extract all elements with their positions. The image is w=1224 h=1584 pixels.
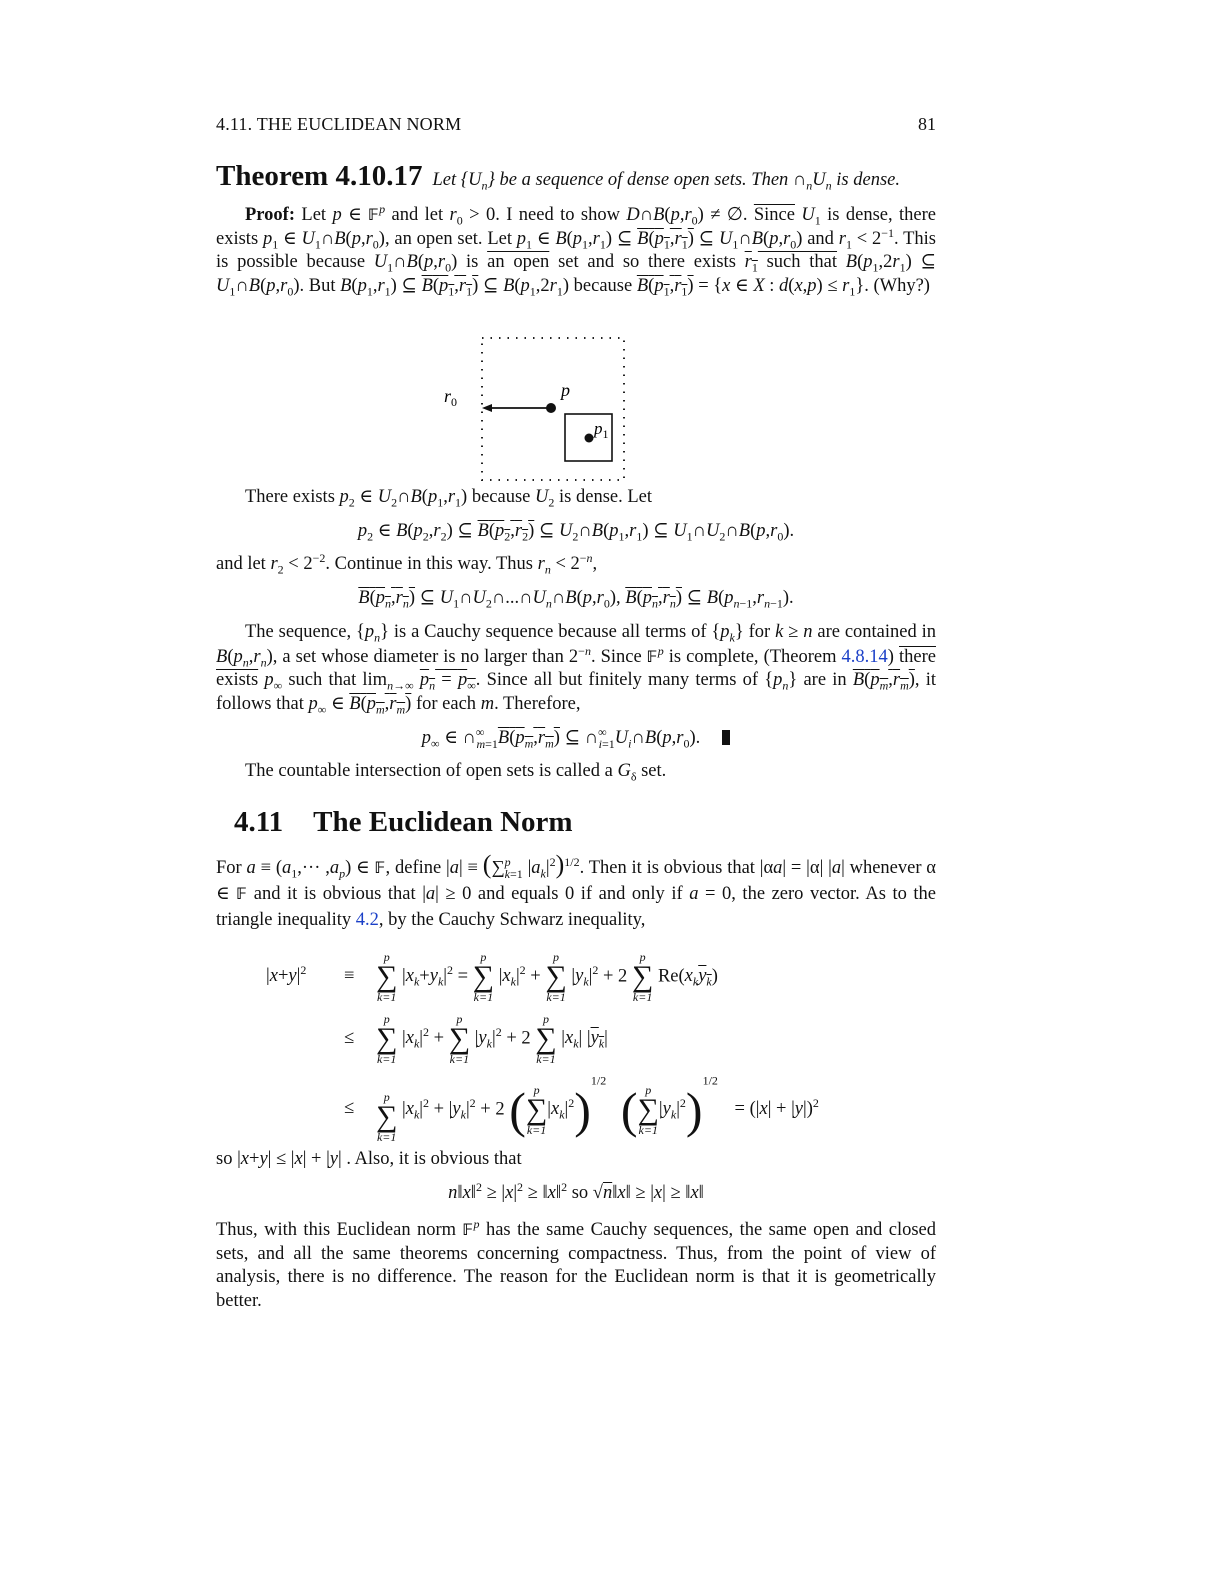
equation-conclusion: $p_\infty$ ∈ $\cap^\infty_{m=1}B(p_m,r_m)$ ⊆ $\cap^\infty_{i=1}U_i\cap B(p,r_0)$. (216, 727, 936, 749)
theorem (216, 160, 936, 193)
figure-label-p: p (561, 380, 570, 400)
figure-point-p (546, 403, 556, 413)
proof-paragraph: Proof: Let p ∈ 𝔽$^p$ and let $r_0 > 0$. I need to show $D\cap B(p,r_0)$ ≠ ∅. Since $U_1$ is dense, there exists $p_1$ ∈ $U_1\cap B(p,r_0)$, an open set. Let $p_1$ ∈ $B(p_1,r_1)$ ⊆ $B(p_1,r_1)$ ⊆ $U_1\cap B(p,r_0)$ and $r_1 < 2^{-1}$. This is possible because $U_1\cap B(p,r_0)$ is an open set and so there exists $r_1$ such that $B(p_1,2r_1)$ ⊆ $U_1\cap B(p,r_0)$. But $B(p_1,r_1)$ ⊆ $B(p_1,r_1)$ ⊆ $B(p_1,2r_1)$ because $B(p_1,r_1) = \{x$ ∈ X : $d(x,p) \le r_1$}. (Why?) (216, 201, 937, 299)
closing-paragraph: Thus, with this Euclidean norm 𝔽$^p$ has the same Cauchy sequences, the same open and closed sets, and all the same theorems concerning compactness. Thus, from the point of view of analysis, there is no difference. The reason for the Euclidean norm is that it is geometrically better. (216, 1216, 936, 1311)
norm-equivalence-equation: n‖x‖$^2$ ≥ $|x|^2$ ≥ ‖x‖$^2$ so √n‖x‖ ≥ |x| ≥ ‖x‖ (448, 1179, 704, 1203)
figure-label-r0: $r_0$ (444, 386, 458, 409)
section-title: The Euclidean Norm (313, 806, 573, 838)
proof-figure (216, 330, 936, 490)
theorem-label: Theorem 4.10.17 (216, 160, 423, 192)
page-number: 81 (918, 114, 936, 134)
proof-continue-2: and let $r_2 < 2^{-2}$. Continue in this way. Thus $r_n < 2^{-n}$, (216, 550, 598, 577)
link-theorem[interactable]: 4.8.14 (841, 646, 888, 667)
figure-label-p1: $p_1$ (594, 419, 609, 441)
running-header-section: 4.11. THE EUCLIDEAN NORM (216, 114, 462, 134)
section-heading (234, 806, 954, 839)
equation-nested: $B(p_n,r_n)$ ⊆ $U_1\cap U_2\cap...\cap U_n\cap B(p,r_0)$, $B(p_n,r_n)$ ⊆ $B(p_{n-1},r_{n-1})$. (358, 588, 794, 611)
proof-cauchy-paragraph: The sequence, $\{p_n\}$ is a Cauchy sequence because all terms of $\{p_k\}$ for k ≥ n are contained in $B(p_n,r_n)$, a set whose diameter is no larger than $2^{-n}$. Since 𝔽$^p$ is complete, (Theorem 4.8.14) there exists $p_\infty$ such that $\lim_{n\to\infty} p_n = p_\infty$. Since all but finitely many terms of $\{p_n\}$ are in $B(p_m,r_m)$, it follows that $p_\infty$ ∈ $B(p_m,r_m)$ for each m. Therefore, (216, 622, 937, 717)
qed-mark (722, 730, 730, 745)
proof-label: Proof: (245, 205, 295, 225)
g-delta-remark: The countable intersection of open sets is called a $G_\delta$ set. (245, 761, 667, 784)
norm-definition-paragraph: For $a \equiv (a_1,\cdot\cdot\cdot ,a_p)$ ∈ 𝔽, define |a| ≡ (∑$^p_{k=1}$ $|a_k|^2)^{1/2}$. Then it is obvious that |αa| = |α| |a| whenever α ∈ 𝔽 and it is obvious that |a| ≥ 0 and equals 0 if and only if a = 0, the zero vector. As to the triangle inequality 4.2, by the Cauchy Schwarz inequality, (216, 850, 936, 930)
equation-p2: $p_2$ ∈ $B(p_2,r_2)$ ⊆ $B(p_2,r_2)$ ⊆ $U_2\cap B(p_1,r_1)$ ⊆ $U_1\cap U_2\cap B(p,r_0)$. (357, 521, 795, 544)
triangle-conclusion: so |x+y| ≤ |x| + |y| . Also, it is obvious that (216, 1149, 522, 1169)
proof-continue-1: There exists $p_2$ ∈ $U_2\cap B(p_1,r_1)$ because $U_2$ is dense. Let (245, 487, 653, 510)
section-number: 4.11 (234, 806, 284, 838)
figure-point-p1 (585, 434, 594, 443)
link-inequality[interactable]: 4.2 (355, 910, 379, 930)
figure-arrowhead (482, 404, 492, 412)
theorem-statement: Let $\{U_n\}$ be a sequence of dense open sets. Then $\cap_nU_n$ is dense. (432, 170, 900, 193)
